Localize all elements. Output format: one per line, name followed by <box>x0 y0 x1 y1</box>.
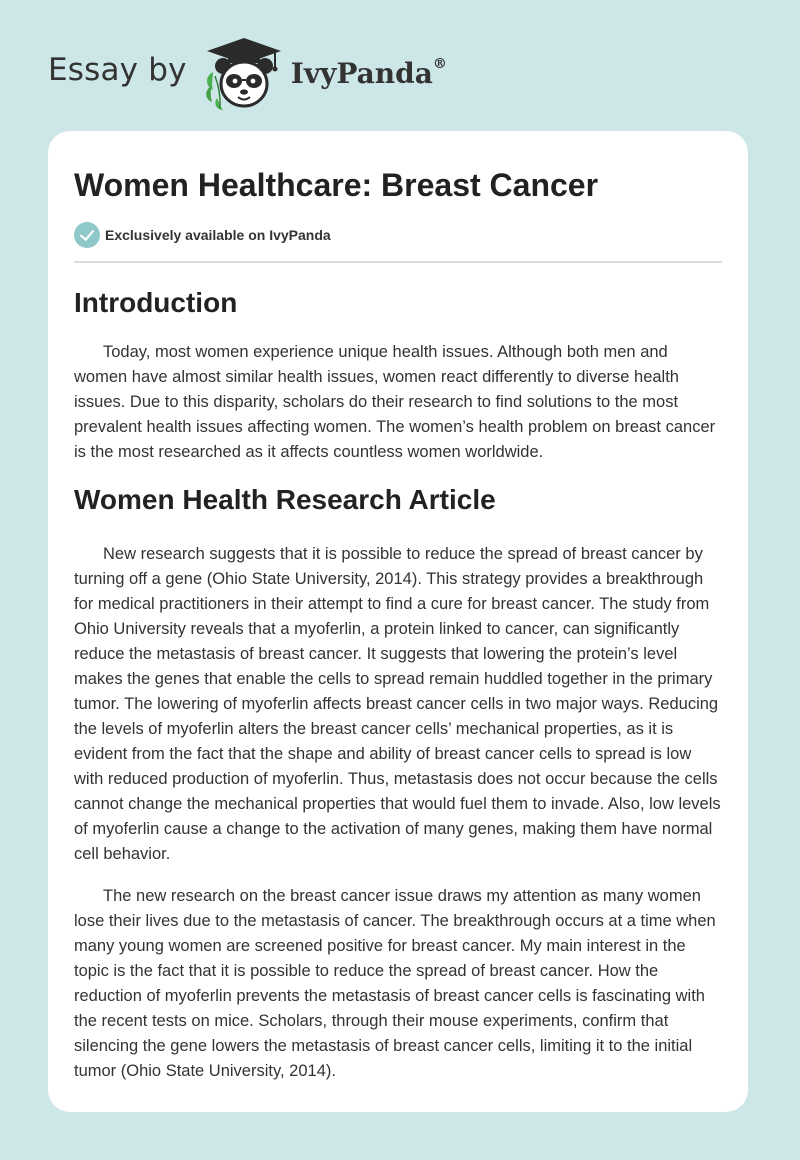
brand-prefix: Essay by <box>48 52 187 88</box>
section-heading-research-article: Women Health Research Article <box>74 483 496 515</box>
panda-logo-icon[interactable] <box>201 36 287 112</box>
title-divider <box>74 261 722 263</box>
essay-body <box>74 281 722 1084</box>
essay-card <box>48 131 748 1112</box>
section-heading-introduction: Introduction <box>74 287 238 318</box>
exclusive-badge-label: Exclusively available on IvyPanda <box>105 227 331 243</box>
brand-header <box>48 34 447 114</box>
research-paragraph-2: The new research on the breast cancer issue draws my attention as many women lose their lives due to the metastasis of cancer. The breakthrough occurs at a time when many young women are screened positive for breast cancer. My main interest in the topic is the fact that it is possible to reduce the spread of breast cancer. How the reduction of myoferlin prevents the metastasis of breast cancer cells is fascinating with the recent tests on mice. Scholars, through their mouse experiments, confirm that silencing the gene lowers the metastasis of breast cancer cells, limiting it to the initial tumor (Ohio State University, 2014). <box>74 887 716 1081</box>
brand-name: IvyPanda® <box>290 56 447 90</box>
registered-mark: ® <box>432 56 447 73</box>
research-paragraph-1: New research suggests that it is possible to reduce the spread of breast cancer by turning off a gene (Ohio State University, 2014). This strategy provides a breakthrough for medical practitioners in their attempt to find a cure for breast cancer. The study from Ohio University reveals that a myoferlin, a protein linked to cancer, can significantly reduce the metastasis of breast cancer. It suggests that lowering the protein’s level makes the genes that enable the cells to spread remain huddled together in the primary tumor. The lowering of myoferlin affects breast cancer cells in two major ways. Reducing the levels of myoferlin alters the breast cancer cells’ mechanical properties, as it is evident from the fact that the shape and ability of breast cancer cells to spread is low with reduced production of myoferlin. Thus, metastasis does not occur because the cells cannot change the mechanical properties that would fuel them to invade. Also, low levels of myoferlin cause a change to the activation of many genes, making them have normal cell behavior. <box>74 545 721 864</box>
checkmark-circle-icon <box>74 222 100 248</box>
exclusive-badge <box>74 222 331 248</box>
essay-title: Women Healthcare: Breast Cancer <box>74 167 599 203</box>
introduction-paragraph: Today, most women experience unique health issues. Although both men and women have almost similar health issues, women react differently to diverse health issues. Due to this disparity, scholars do their research to find solutions to the most prevalent health issues affecting women. The women’s health problem on breast cancer is the most researched as it affects countless women worldwide. <box>74 342 716 461</box>
